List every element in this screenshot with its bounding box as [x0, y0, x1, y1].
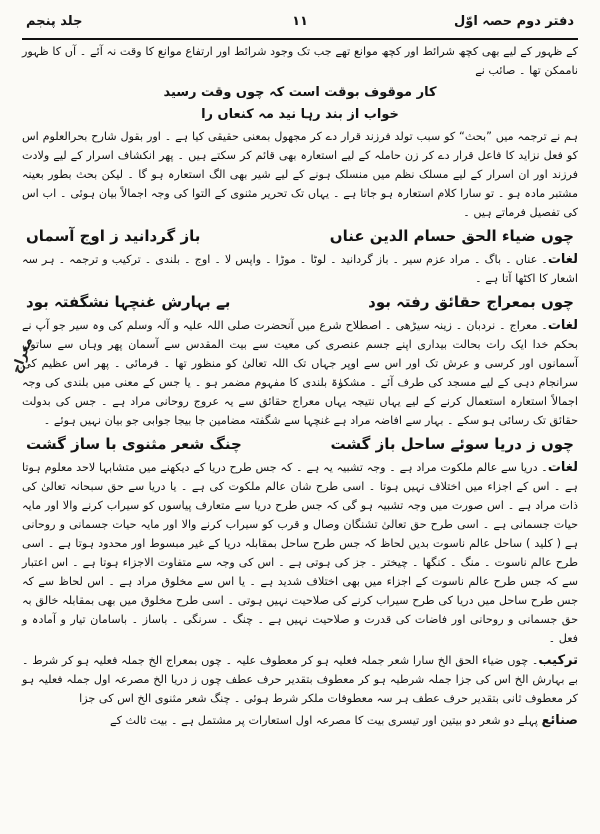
couplet-3-second-hemistich: چنگ شعر مثنوی با ساز گشت: [26, 435, 242, 453]
paragraph-2: ہم نے ترجمہ میں ”بحث“ کو سبب تولد فرزند قرار دے کر مجھول بمعنی حقیقی کیا ہے ۔ اور بقول شارح بحرالعلوم اس کو فعل نزاید کا فاعل قرار دے کر زن حاملہ کے لیے استعارہ بھی قائم کر سکتے ہیں ۔ پھر انکشاف اسرار کے لیے ولادت فرزند اور ان اسرار کے لیے مسلک نظم میں منسلک ہونے کے لیے شیر بھی الگ استعارہ ہو گا ۔ لیکن بحث بطور بعینہ مشتبر مادہ ہو ۔ تو سارا کلام استعارہ ہو جاتا ہے ۔ یہاں تک تحریر مثنوی کے التوا کی وجہ اجمالاً بیان ہوئی ۔ اب اس کی تفصیل فرماتے ہیں ۔: [22, 130, 578, 219]
lughat-2-text: ۔ معراج ۔ نردبان ۔ زینہ سیڑھی ۔ اصطلاح شرع میں آنحضرت صلی اللہ علیہ و آلہ وسلم کی وہ سیر جو آپ نے بحکم خدا ایک رات بحالت بیداری اپنے جسم عنصری کی معیت سے بیت المقدس سے آسمان پھر وہاں سے ساتوں آسمانوں اور کرسی و عرش تک اور اس سے اوپر جہاں تک اللہ تعالیٰ کو منظور تھا ۔ فرمائی ۔ پھر اس عظیم کی سرانجام دہی کے لیے مسجد کی طرف آئے ۔ مشکوٰۃ بلندی کا مفہوم مضمر ہو ۔ یا جس کے معنی میں بلندی کی وجہ اجمالاً استعارہ استعمال کرنے کے لیے یہاں نتیجہ یہاں معراج حقائق سے یہ عروج روحانی مراد ہے ۔ جس کی بدولت حقائق تک رسائی ہو سکے ۔ بہار سے افاضہ مراد ہے غنچہا سے شگفتہ مضامین جا بیجا جوابی جو بیان نہیں ہوئے ۔: [22, 319, 578, 427]
page-number: ۱۱: [292, 14, 308, 29]
tarkib: [22, 651, 578, 708]
couplet-1-second-hemistich: باز گردانید ز اوج آسماں: [26, 227, 201, 245]
lughat-1-label: لغات: [547, 252, 578, 267]
sanaih-text: پہلے دو شعر دو بیتین اور تیسری بیت کا مصرعہ اول استعارات پر مشتمل ہے ۔ بیت ثالث کے: [110, 714, 538, 727]
lughat-2-label: لغات: [547, 318, 578, 333]
header-volume: جلد پنجم: [26, 14, 83, 29]
couplet-1-first-hemistich: چوں ضیاء الحق حسام الدین عناں: [329, 227, 574, 245]
couplet-1: [26, 225, 574, 247]
lughat-1: [22, 250, 578, 288]
margin-note: معراج: [9, 335, 37, 376]
page: [9, 8, 578, 826]
lughat-3-label: لغات: [547, 460, 578, 475]
tarkib-text: ۔ چوں ضیاء الحق الخ سارا شعر جملہ فعلیہ ہو کر معطوف علیہ ۔ چوں بمعراج الخ جملہ فعلیہ ہو کر شرط ۔ بے بہارش الخ اس کی جزا جملہ شرطیہ ہو کر معطوف بتقدیر حرف عطف چوں ز دریا الخ مصرعہ اول جملہ فعلیہ ہو کر معطوف ثانی بتقدیر حرف عطف ہر سہ معطوفات ملکر شرط ہوئی ۔ چنگ شعر مثنوی الخ اس کی جزا: [22, 654, 578, 705]
header-book-section: دفتر دوم حصہ اوّل: [453, 14, 574, 29]
tarkib-label: ترکیب: [538, 653, 578, 668]
verse-line-1: کار موقوف بوقت است کہ چوں وقت رسید: [163, 85, 437, 100]
lughat-3-text: ۔ دریا سے عالم ملکوت مراد ہے ۔ وجہ تشبیہ یہ ہے ۔ کہ جس طرح دریا کے دیکھنے میں متشابہا لاحد معلوم ہوتا ہے ۔ اس کے اجزاء میں اختلاف نہیں ہوتا ۔ اسی طرح شان عالم ملکوت کی ہے ۔ یا دریا سے حق سبحانہ تعالیٰ کی ذات مراد ہے ۔ اس صورت میں وجہ تشبیہ ہو گی کہ جس طرح دریا سے متعارف پیاسوں کو سیراب کرنے والا اور مایہ حیات جسمانی ہے ۔ اسی طرح حق تعالیٰ تشنگان وصال و قرب کو سیراب کرنے والا اور مایہ حیات جسمانی و روحانی ہے ( کلید ) ساحل عالم ناسوت بدیں لحاظ کہ جس طرح ساحل بمقابلہ دریا کے غیر مبسوط اور محدود ہوتا ہے ۔ اسی طرح عالم ناسوت ۔ منگ ۔ کنگھا ۔ چیختر ۔ جز کی ہوتی ہے ۔ اس کی وجہ سے متفاوت الاجزاء ہوتا ہے ۔ اس اعتبار سے کہ جس طرح عالم ناسوت کے اجزاء میں بھی اختلاف شدید ہے ۔ یا اس سے مخلوق مراد ہے ۔ اس لحاظ سے کہ جس طرح ساحل میں دریا کی طرح سیراب کرنے کی صلاحیت نہیں ہوتی ۔ اسی طرح مخلوق میں بھی بمقابلہ خالق بہ حق جسمانی و روحانی اور فاضات کی قدرت و صلاحیت نہیں ہے ۔ چنگ ۔ سرنگی ۔ باساز ۔ باسامان تیار و آمادہ و فعل ۔: [22, 461, 578, 645]
lughat-3: [22, 458, 578, 648]
sanaih: [22, 711, 578, 730]
couplet-3: [26, 433, 574, 455]
page-header: [22, 8, 578, 40]
couplet-2: [26, 291, 574, 313]
paragraph-1: کے ظہور کے لیے بھی کچھ شرائط اور کچھ موانع تھے جب تک وجود شرائط اور ارتفاع موانع کا وقت نہ آئے ۔ آں کا ظہور ناممکن تھا ۔ صائب نے: [22, 45, 578, 77]
verse-line-2: خواب از بند رہا نید مہ کنعاں را: [201, 107, 399, 122]
lughat-2: [22, 316, 578, 430]
couplet-2-second-hemistich: بے بہارش غنچہا نشگفتہ بود: [26, 293, 231, 311]
lughat-1-text: ۔ عناں ۔ باگ ۔ مراد عزم سیر ۔ باز گردانید ۔ لوٹا ۔ موڑا ۔ واپس لا ۔ اوج ۔ بلندی ۔ ترکیب و ترجمہ ۔ ہر سہ اشعار کا اکٹھا آتا ہے ۔: [22, 253, 578, 285]
page-body: [22, 42, 578, 826]
couplet-3-first-hemistich: چوں ز دریا سوئے ساحل باز گشت: [330, 435, 574, 453]
sanaih-label: صنائع: [541, 713, 578, 728]
couplet-2-first-hemistich: چوں بمعراج حقائق رفتہ بود: [368, 293, 574, 311]
